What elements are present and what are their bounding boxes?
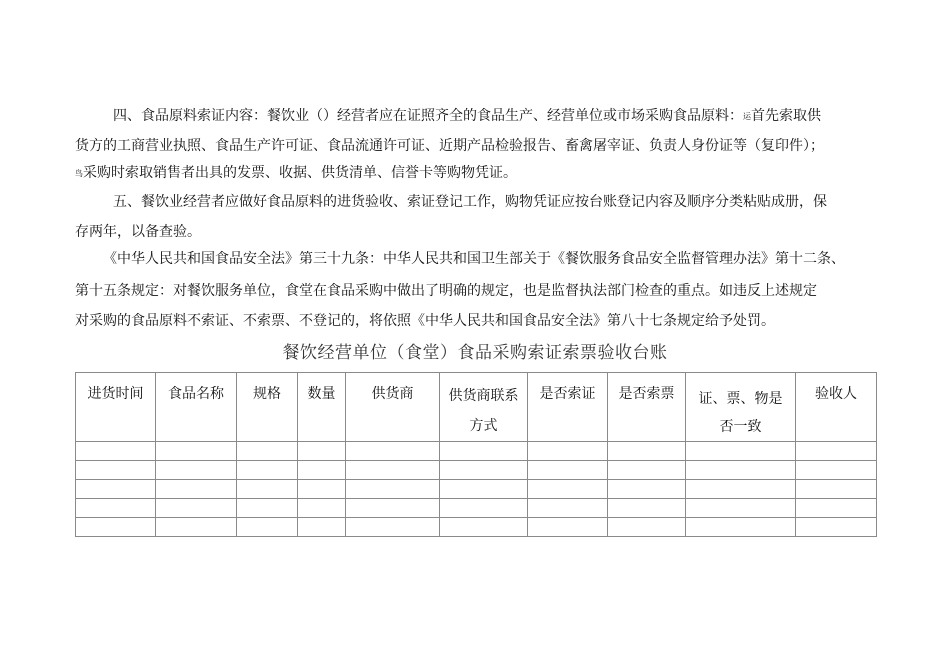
table-row <box>76 461 877 480</box>
ocr-artifact-mark: 运 <box>743 112 751 121</box>
paragraph-five-line-2: 存两年，以备查验。 <box>75 224 201 240</box>
paragraph-four-line-1-tail: 首先索取供 <box>751 108 821 124</box>
table-header-row <box>76 373 877 442</box>
law-paragraph-line-2: 第十五条规定：对餐饮服务单位，食堂在食品采购中做出了明确的规定，也是监督执法部门检查的重点。如违反上述规定 <box>75 283 817 299</box>
table-row <box>76 499 877 518</box>
header-consistency-check-line-1: 证、票、物是 <box>698 391 783 407</box>
header-inspector: 验收人 <box>796 373 877 442</box>
ocr-artifact-mark: 鸟 <box>75 169 83 178</box>
table-row <box>76 518 877 537</box>
table-row <box>76 480 877 499</box>
header-specification: 规格 <box>237 373 298 442</box>
header-supplier-contact-line-2: 方式 <box>469 418 498 434</box>
law-paragraph-line-3: 对采购的食品原料不索证、不索票、不登记的，将依照《中华人民共和国食品安全法》第八十七条规定给予处罚。 <box>75 313 775 329</box>
law-paragraph-line-1: 《中华人民共和国食品安全法》第三十九条：中华人民共和国卫生部关于《餐饮服务食品安全监督管理办法》第十二条、 <box>103 251 845 267</box>
paragraph-four-line-3 <box>75 164 517 183</box>
header-food-name: 食品名称 <box>156 373 237 442</box>
header-invoice-obtained: 是否索票 <box>608 373 686 442</box>
paragraph-four-line-1-text: 四、食品原料索证内容：餐饮业（）经营者应在证照齐全的食品生产、经营单位或市场采购食品原料： <box>113 108 743 124</box>
table-row <box>76 442 877 461</box>
header-quantity: 数量 <box>298 373 346 442</box>
paragraph-five-line-1: 五、餐饮业经营者应做好食品原料的进货验收、索证登记工作，购物凭证应按台账登记内容及顺序分类粘贴成册，保 <box>113 194 827 210</box>
header-consistency-check-line-2: 否一致 <box>719 419 762 435</box>
header-supplier-contact <box>440 373 528 442</box>
paragraph-four-line-1 <box>113 107 821 126</box>
header-supplier-contact-line-1: 供货商联系 <box>448 388 519 404</box>
ledger-title: 餐饮经营单位（食堂）食品采购索证索票验收台账 <box>282 343 668 363</box>
header-certificate-obtained: 是否索证 <box>528 373 608 442</box>
header-supplier: 供货商 <box>346 373 440 442</box>
header-purchase-time: 进货时间 <box>76 373 156 442</box>
header-consistency-check <box>686 373 796 442</box>
paragraph-four-line-3-text: 采购时索取销售者出具的发票、收据、供货清单、信誉卡等购物凭证。 <box>83 165 517 181</box>
purchase-ledger-table <box>75 372 877 537</box>
paragraph-four-line-2: 货方的工商营业执照、食品生产许可证、食品流通许可证、近期产品检验报告、畜禽屠宰证、负责人身份证等（复印件）； <box>75 138 824 154</box>
